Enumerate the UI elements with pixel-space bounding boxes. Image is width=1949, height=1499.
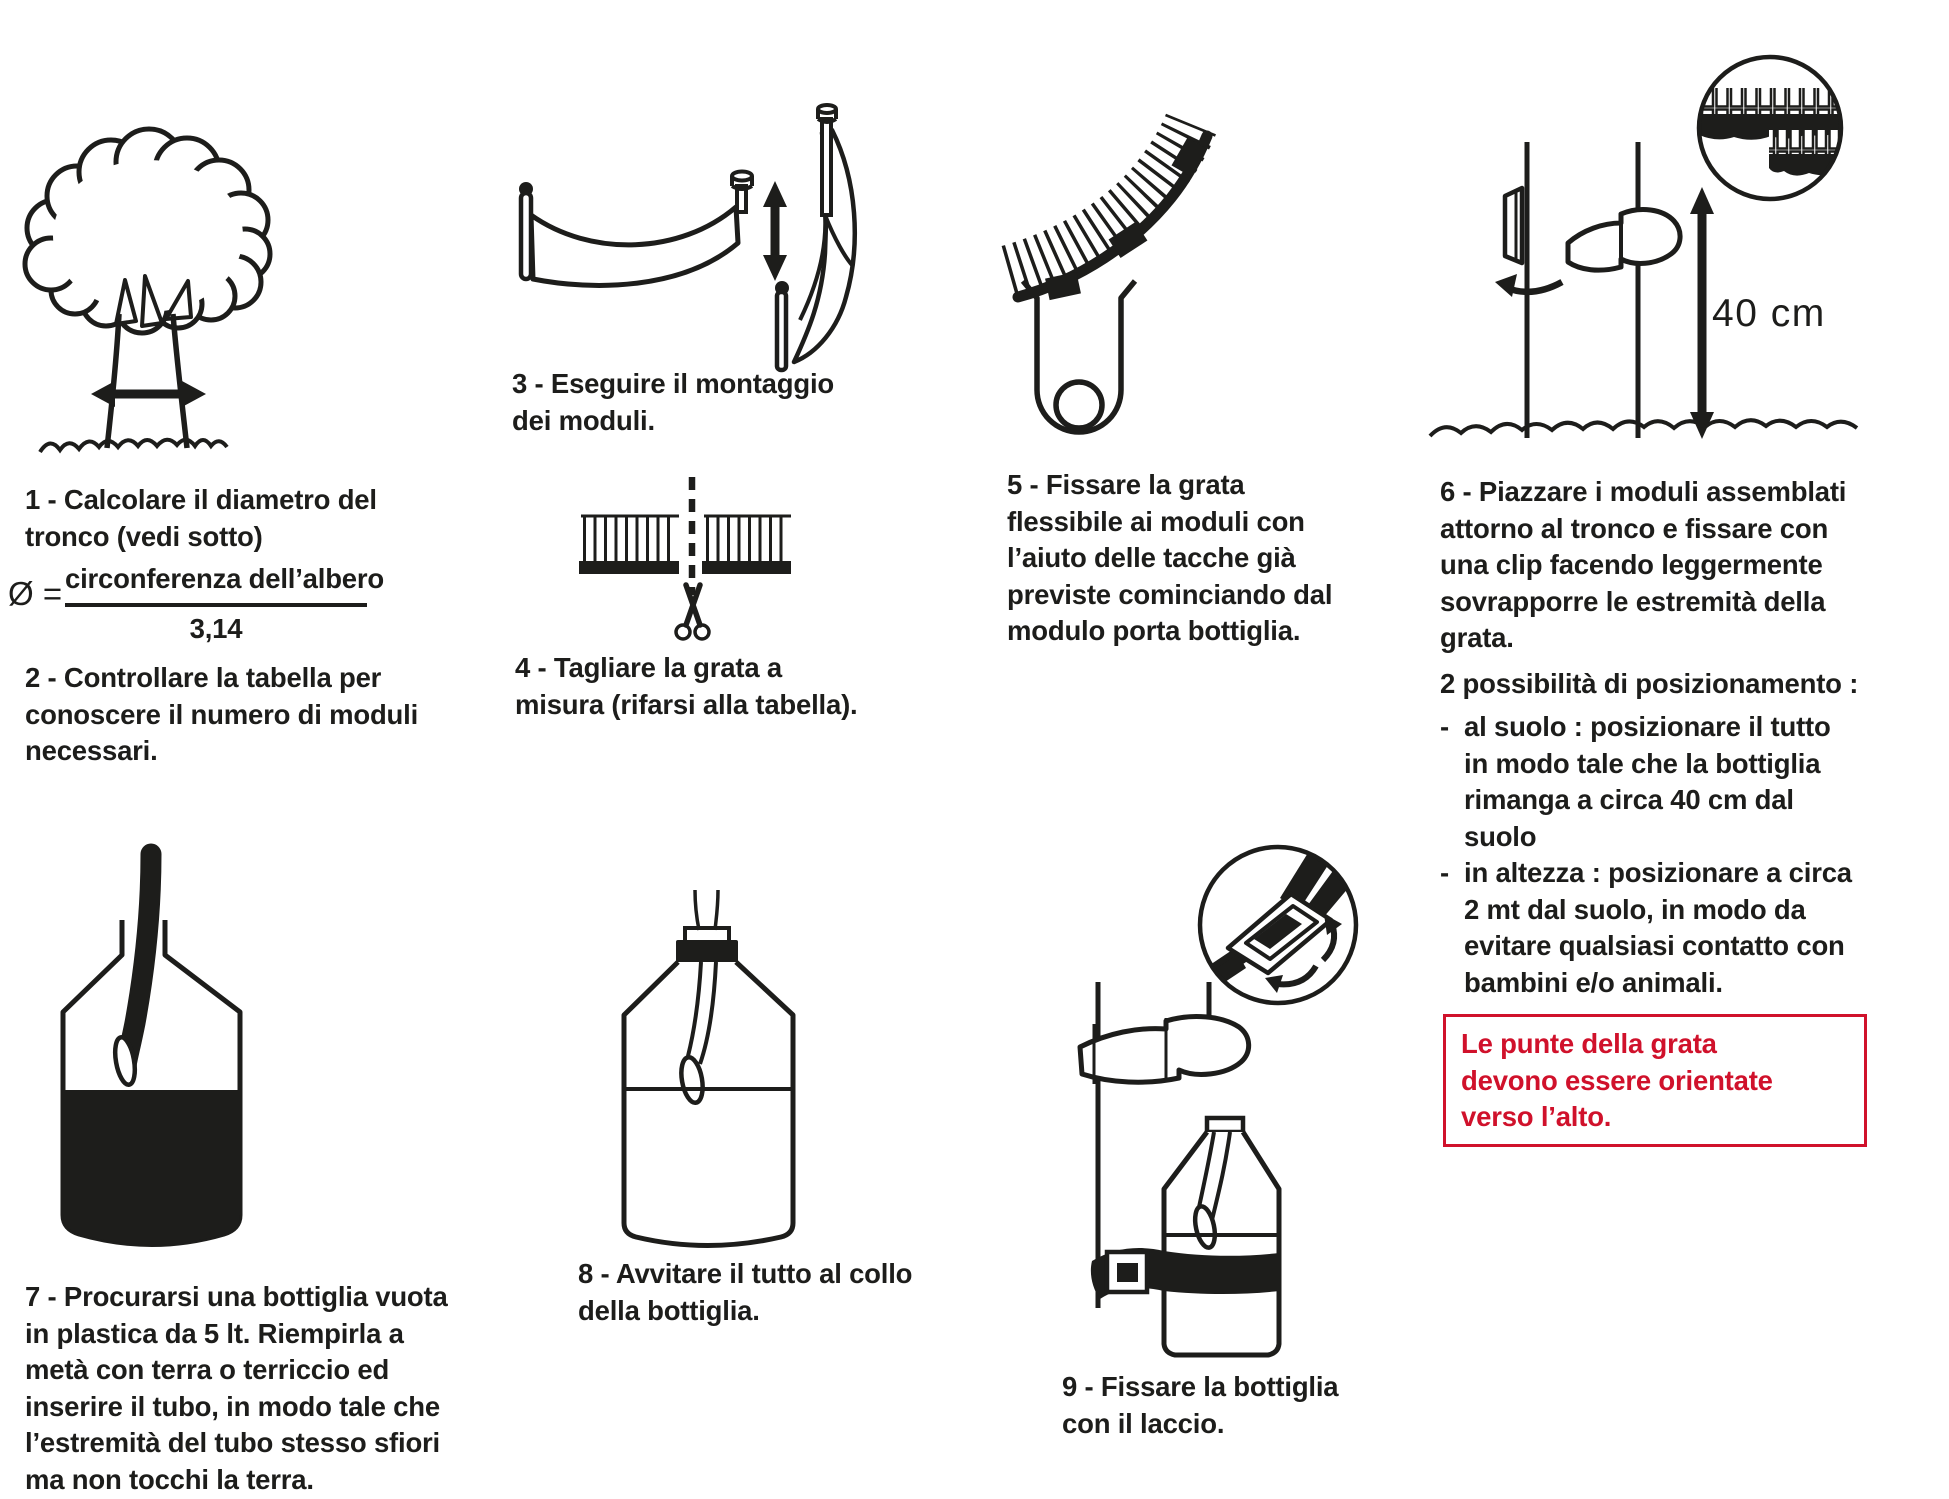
wrap-band [1568,210,1680,271]
tree-illustration [15,118,270,478]
fraction-bar [65,603,367,607]
height-label-40cm: 40 cm [1712,292,1826,335]
bottle-outline [624,962,793,1246]
positioning-bullet-ground [1440,709,1831,855]
step4-text: 4 - Tagliare la grata a misura (rifarsi alla tabella). [515,652,858,720]
bullet-text: in altezza : posizionare a circa 2 mt dal suolo, in modo da evitare qualsiasi contatto con bambini e/o animali. [1464,857,1852,998]
trunk-mounting-illustration [1425,30,1875,455]
cut-grid-illustration [575,465,805,655]
step9-text: 9 - Fissare la bottiglia con il laccio. [1062,1371,1339,1439]
height-arrow-icon [1690,187,1714,439]
step8-text: 8 - Avvitare il tutto al collo della bottiglia. [578,1258,913,1326]
step6-text: 6 - Piazzare i moduli assemblati attorno al tronco e fissare con una clip facendo leggermente sovrapporre le estremità della grata. [1440,476,1847,654]
post-bottom [777,292,786,370]
bullet-text: al suolo : posizionare il tutto in modo tale che la bottiglia rimanga a circa 40 cm dal suolo [1464,711,1831,852]
step7-text: 7 - Procurarsi una bottiglia vuota in plastica da 5 lt. Riempirla a metà con terra o terriccio ed inserire il tubo, in modo tale che l’estremità del tubo stesso sfiori ma non tocchi la terra. [25,1281,448,1495]
bottle-strap-illustration [1080,832,1385,1367]
ground-line [1430,420,1857,436]
bottle-neck [1207,1118,1243,1132]
bottle-tube-illustration [55,848,250,1258]
grid-piece-right [702,516,791,574]
bullet-marker: - [1440,711,1449,742]
post-cap [732,172,752,213]
formula-numerator: circonferenza dell’albero [65,563,384,594]
strap-buckle [1107,1252,1147,1292]
vertical-double-arrow-icon [763,181,787,281]
tubes-top [695,890,718,930]
buckle-detail-inset [1184,847,1356,1004]
formula-denominator: 3,14 [189,613,243,644]
warning-text: Le punte della grata devono essere orientate verso l’alto. [1461,1028,1773,1133]
positioning-title: 2 possibilità di posizionamento : [1440,668,1859,699]
tube-inside [688,962,716,1064]
overlap-detail-inset [1697,57,1869,199]
wrap-band [1080,1016,1249,1084]
clip-on-trunk [1505,188,1522,263]
soil-fill [63,1090,240,1245]
bottle-holder-module [1023,281,1135,432]
grid-piece-left [579,516,679,574]
grid-spikes [1009,124,1191,272]
bottle-cap-illustration [615,888,805,1253]
flexible-grid-illustration [985,90,1225,460]
diameter-arrow-icon [91,381,206,407]
cap [676,940,738,962]
ground-line [40,440,227,452]
step3-text: 3 - Eseguire il montaggio dei moduli. [512,368,834,436]
formula-symbol: Ø = [8,575,63,612]
bullet-marker: - [1440,857,1449,888]
folded-module [775,105,855,370]
flat-module [519,172,752,286]
module-assembly-illustration [505,85,870,385]
post-left [521,193,531,279]
neck-step [685,928,729,940]
step2-text: 2 - Controllare la tabella per conoscere il numero di moduli necessari. [25,662,419,767]
step1-text: 1 - Calcolare il diametro del tronco (vedi sotto) [25,484,377,552]
warning-box [1443,1014,1867,1147]
positioning-bullet-height [1440,855,1852,1001]
clip-icon [1045,138,1206,300]
step5-text: 5 - Fissare la grata flessibile ai moduli con l’aiuto delle tacche già previste cominciando dal modulo porta bottiglia. [1007,469,1333,647]
bottle-outline [1164,1132,1279,1355]
